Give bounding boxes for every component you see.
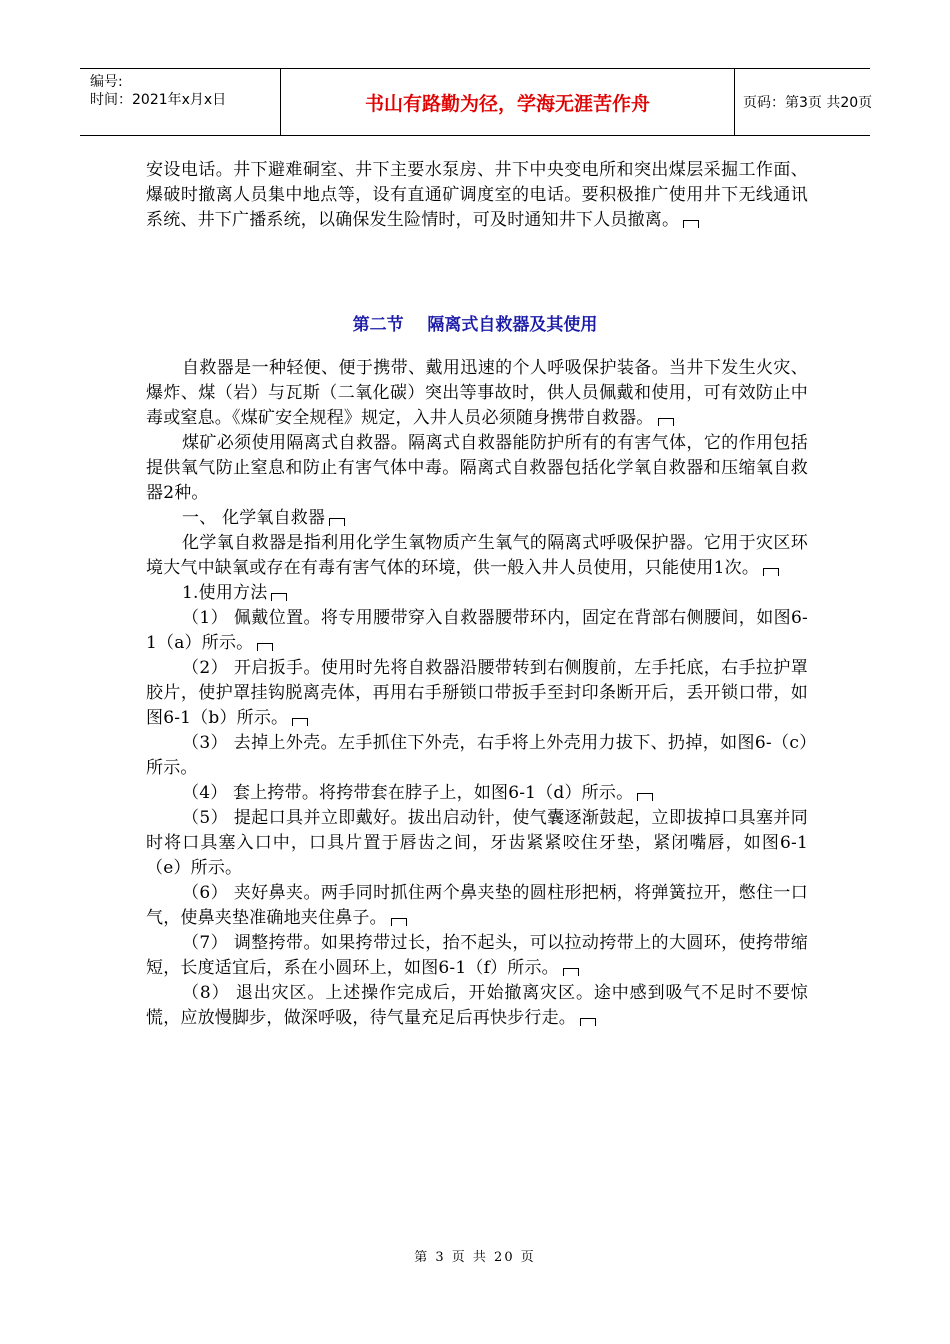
paragraph: 自救器是一种轻便、便于携带、戴用迅速的个人呼吸保护装备。当井下发生火灾、爆炸、煤（岩）与瓦斯（二氧化碳）突出等事故时，供人员佩戴和使用，可有效防止中毒或窒息。《煤矿安全规程》规定，入井人员必须随身携带自救器。 (146, 358, 808, 428)
step-item: （2） 开启扳手。使用时先将自救器沿腰带转到右侧腹前，左手托底，右手拉护罩胶片，使护罩挂钩脱离壳体，再用右手掰锁口带扳手至封印条断开后，丢开锁口带，如图6-1（b）所示。 (146, 658, 808, 728)
step-item: （5） 提起口具并立即戴好。拔出启动针，使气囊逐渐鼓起，立即拔掉口具塞并同时将口具塞入口中，口具片置于唇齿之间，牙齿紧紧咬住牙垫，紧闭嘴唇，如图6-1（e）所示。 (146, 808, 808, 878)
step-item: （1） 佩戴位置。将专用腰带穿入自救器腰带环内，固定在背部右侧腰间，如图6-1（a）所示。 (146, 608, 808, 653)
step-item: （7） 调整挎带。如果挎带过长，抬不起头，可以拉动挎带上的大圆环，使挎带缩短，长度适宜后，系在小圆环上，如图6-1（f）所示。 (146, 933, 808, 978)
section-title: 第二节 隔离式自救器及其使用 (352, 315, 598, 335)
paragraph-mark-icon (329, 518, 345, 526)
time-label: 时间：2021年x月x日 (90, 92, 227, 108)
paragraph-mark-icon (257, 643, 273, 651)
intro-block (146, 158, 808, 233)
step-item: （3） 去掉上外壳。左手抓住下外壳，右手将上外壳用力拔下、扔掉，如图6-（c）所示。 (146, 733, 808, 778)
header-page-number: 页码：第3页 共20页 (743, 95, 873, 111)
paragraph-mark-icon (637, 793, 653, 801)
header-table (80, 68, 873, 136)
paragraph: 煤矿必须使用隔离式自救器。隔离式自救器能防护所有的有害气体，它的作用包括提供氧气防止窒息和防止有害气体中毒。隔离式自救器包括化学氧自救器和压缩氧自救器2种。 (146, 433, 808, 503)
paragraph: 化学氧自救器是指利用化学生氧物质产生氧气的隔离式呼吸保护器。它用于灾区环境大气中缺氧或存在有毒有害气体的环境，供一般入井人员使用，只能使用1次。 (146, 533, 808, 578)
paragraph-mark-icon (391, 918, 407, 926)
page-footer: 第 3 页 共 20 页 (414, 1250, 536, 1265)
paragraph-mark-icon (683, 220, 699, 228)
paragraph-mark-icon (292, 718, 308, 726)
subheading: 一、 化学氧自救器 (146, 506, 808, 531)
code-label: 编号: (90, 74, 123, 90)
paragraph-mark-icon (763, 568, 779, 576)
step-item: （4） 套上挎带。将挎带套在脖子上，如图6-1（d）所示。 (146, 781, 808, 806)
paragraph-mark-icon (271, 593, 287, 601)
header-motto: 书山有路勤为径，学海无涯苦作舟 (280, 69, 735, 135)
paragraph-mark-icon (658, 418, 674, 426)
intro-paragraph: 安设电话。井下避难硐室、井下主要水泵房、井下中央变电所和突出煤层采掘工作面、爆破时撤离人员集中地点等，设有直通矿调度室的电话。要积极推广使用井下无线通讯系统、井下广播系统，以确保发生险情时，可及时通知井下人员撤离。 (146, 160, 808, 230)
paragraph-mark-icon (563, 968, 579, 976)
paragraph-mark-icon (580, 1018, 596, 1026)
main-content (146, 356, 808, 1031)
header-meta (80, 69, 280, 135)
step-item: （8） 退出灾区。上述操作完成后，开始撤离灾区。途中感到吸气不足时不要惊慌，应放慢脚步，做深呼吸，待气量充足后再快步行走。 (146, 983, 808, 1028)
subheading: 1.使用方法 (146, 581, 808, 606)
step-item: （6） 夹好鼻夹。两手同时抓住两个鼻夹垫的圆柱形把柄，将弹簧拉开，憋住一口气，使鼻夹垫准确地夹住鼻子。 (146, 883, 808, 928)
